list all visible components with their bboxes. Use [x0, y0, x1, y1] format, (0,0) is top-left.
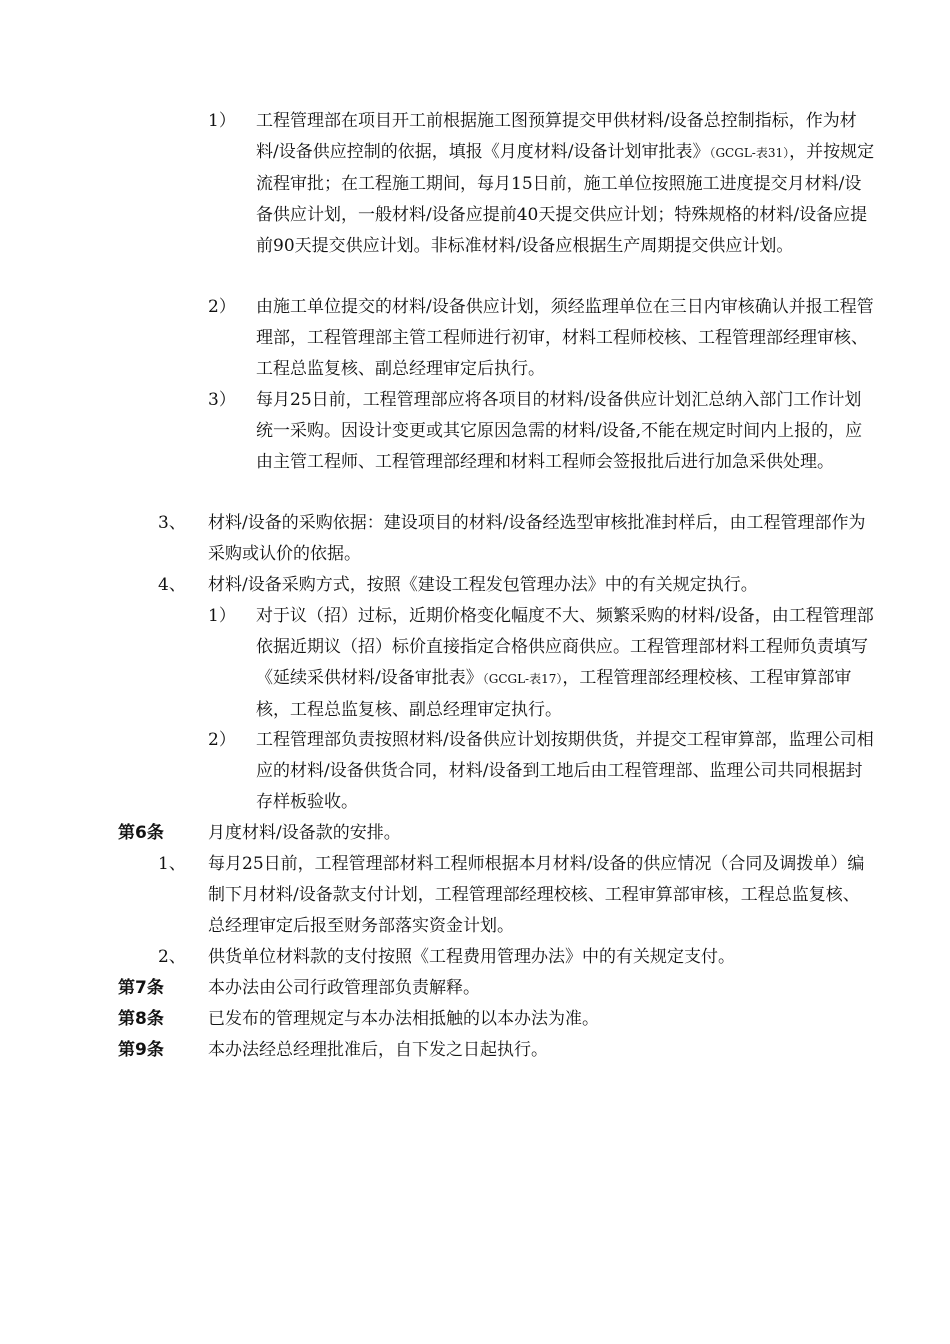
clause-number: 3、	[158, 513, 186, 533]
clause-text: 每月25日前，工程管理部材料工程师根据本月材料/设备的供应情况（合同及调拨单）编制下月材料/设备款支付计划，工程管理部经理校核、工程审算部审核，工程总监复核、总经理审定后报至财务部落实资金计划。	[208, 854, 865, 936]
article-number: 第8条	[118, 1009, 164, 1029]
clause-text: 供货单位材料款的支付按照《工程费用管理办法》中的有关规定支付。	[208, 947, 735, 967]
article-number: 第9条	[118, 1040, 164, 1060]
sub-clause-number: 1）	[208, 606, 236, 626]
clause-number: 4、	[158, 575, 186, 595]
article-text: 月度材料/设备款的安排。	[208, 823, 401, 843]
sub-clause-text: 由施工单位提交的材料/设备供应计划，须经监理单位在三日内审核确认并报工程管理部，工程管理部主管工程师进行初审，材料工程师校核、工程管理部经理审核、工程总监复核、副总经理审定后执行。	[256, 297, 874, 379]
sub-clause-text: 每月25日前，工程管理部应将各项目的材料/设备供应计划汇总纳入部门工作计划统一采购。因设计变更或其它原因急需的材料/设备,不能在规定时间内上报的，应由主管工程师、工程管理部经理和材料工程师会签报批后进行加急采供处理。	[256, 390, 863, 472]
sub-clause-text: 工程管理部负责按照材料/设备供应计划按期供货，并提交工程审算部，监理公司相应的材料/设备供货合同，材料/设备到工地后由工程管理部、监理公司共同根据封存样板验收。	[256, 730, 874, 812]
form-code: （GCGL-表17）	[482, 672, 563, 686]
article-text: 已发布的管理规定与本办法相抵触的以本办法为准。	[208, 1009, 599, 1029]
sub-clause-text: 对于议（招）过标，近期价格变化幅度不大、频繁采购的材料/设备，由工程管理部依据近期议（招）标价直接指定合格供应商供应。工程管理部材料工程师负责填写《延续采供材料/设备审批表》（GCGL-表17），工程管理部经理校核、工程审算部审核，工程总监复核、副总经理审定执行。	[256, 606, 874, 720]
sub-clause-number: 2）	[208, 730, 236, 750]
article-number: 第7条	[118, 978, 164, 998]
sub-clause-number: 3）	[208, 390, 236, 410]
sub-clause-number: 2）	[208, 297, 236, 317]
form-code: （GCGL-表31）	[709, 146, 790, 160]
article-text: 本办法由公司行政管理部负责解释。	[208, 978, 480, 998]
clause-number: 1、	[158, 854, 186, 874]
clause-text: 材料/设备采购方式，按照《建设工程发包管理办法》中的有关规定执行。	[208, 575, 758, 595]
clause-number: 2、	[158, 947, 186, 967]
sub-clause-text: 工程管理部在项目开工前根据施工图预算提交甲供材料/设备总控制指标，作为材料/设备供应控制的依据，填报《月度材料/设备计划审批表》（GCGL-表31），并按规定流程审批；在工程施工期间，每月15日前，施工单位按照施工进度提交月材料/设备供应计划，一般材料/设备应提前40天提交供应计划；特殊规格的材料/设备应提前90天提交供应计划。非标准材料/设备应根据生产周期提交供应计划。	[256, 111, 875, 256]
clause-text: 材料/设备的采购依据：建设项目的材料/设备经选型审核批准封样后，由工程管理部作为采购或认价的依据。	[208, 513, 866, 564]
article-number: 第6条	[118, 823, 164, 843]
sub-clause-number: 1）	[208, 111, 236, 131]
article-text: 本办法经总经理批准后，自下发之日起执行。	[208, 1040, 548, 1060]
